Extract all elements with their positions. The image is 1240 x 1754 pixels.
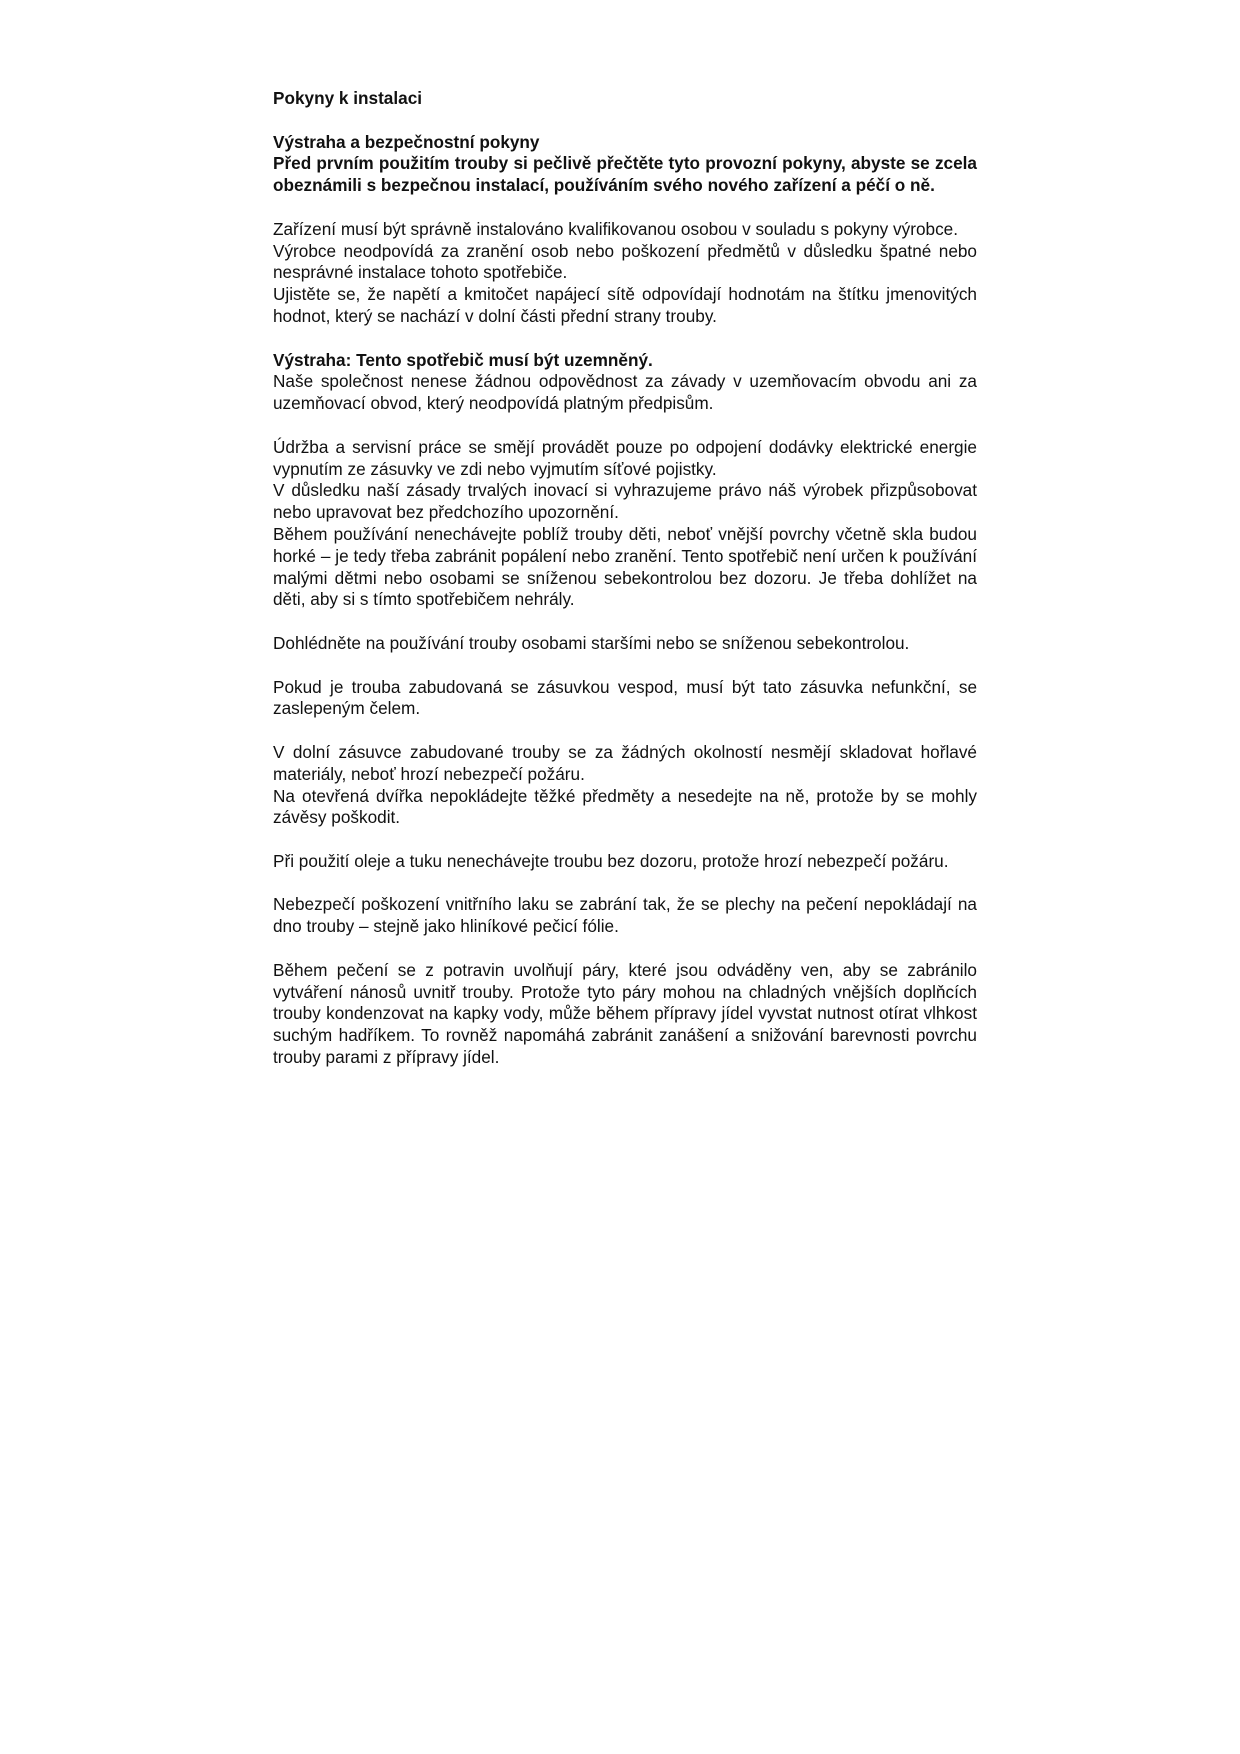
- document-title: Pokyny k instalaci: [273, 88, 423, 108]
- supervision-paragraph: Dohlédněte na používání trouby osobami staršími nebo se sníženou sebekontrolou.: [273, 632, 910, 653]
- storage-paragraph: V dolní zásuvce zabudované trouby se za žádných okolností nesmějí skladovat hořlavé materiály, neboť hrozí nebezpečí požáru.: [273, 741, 977, 784]
- maintenance-paragraph: Během používání nenechávejte poblíž trouby děti, neboť vnější povrchy včetně skla budou horké – je tedy třeba zabránit popálení nebo zranění. Tento spotřebič není určen k používání malými dětmi nebo osobami se sníženou sebekontrolou bez dozoru. Je třeba dohlížet na děti, aby si s tímto spotřebičem nehrály.: [273, 523, 977, 610]
- maintenance-paragraph: Údržba a servisní práce se smějí provádět pouze po odpojení dodávky elektrické energie vypnutím ze zásuvky ve zdi nebo vyjmutím síťové pojistky.: [273, 436, 977, 479]
- oil-paragraph: Při použití oleje a tuku nenechávejte troubu bez dozoru, protože hrozí nebezpečí požáru.: [273, 850, 949, 871]
- maintenance-section: [273, 437, 977, 611]
- document-page: [273, 88, 977, 1091]
- steam-paragraph: Během pečení se z potravin uvolňují páry, které jsou odváděny ven, aby se zabránilo vytváření nánosů uvnitř trouby. Protože tyto páry mohou na chladných vnějších doplňcích trouby kondenzovat na kapky vody, může během přípravy jídel vyvstat nutnost otírat vlhkost suchým hadříkem. To rovněž napomáhá zabránit zanášení a snižování barevnosti povrchu trouby parami z přípravy jídel.: [273, 959, 977, 1068]
- earthing-heading: Výstraha: Tento spotřebič musí být uzemněný.: [273, 349, 653, 370]
- installation-paragraph: Zařízení musí být správně instalováno kvalifikovanou osobou v souladu s pokyny výrobce.: [273, 218, 958, 239]
- safety-section: [273, 132, 977, 197]
- safety-heading: Výstraha a bezpečnostní pokyny: [273, 131, 540, 152]
- maintenance-paragraph: V důsledku naší zásady trvalých inovací si vyhrazujeme právo náš výrobek přizpůsobovat nebo upravovat bez předchozího upozornění.: [273, 480, 977, 523]
- safety-intro: Před prvním použitím trouby si pečlivě přečtěte tyto provozní pokyny, abyste se zcela obeznámili s bezpečnou instalací, používáním svého nového zařízení a péčí o ně.: [273, 153, 977, 196]
- installation-paragraph: Výrobce neodpovídá za zranění osob nebo poškození předmětů v důsledku špatné nebo nesprávné instalace tohoto spotřebiče.: [273, 240, 977, 283]
- installation-paragraph: Ujistěte se, že napětí a kmitočet napájecí sítě odpovídají hodnotám na štítku jmenovitých hodnot, který se nachází v dolní části přední strany trouby.: [273, 284, 977, 326]
- storage-section: [273, 742, 977, 829]
- installation-section: [273, 219, 977, 328]
- drawer-paragraph: Pokud je trouba zabudovaná se zásuvkou vespod, musí být tato zásuvka nefunkční, se zaslepeným čelem.: [273, 676, 977, 719]
- storage-paragraph: Na otevřená dvířka nepokládejte těžké předměty a nesedejte na ně, protože by se mohly závěsy poškodit.: [273, 785, 977, 828]
- earthing-section: [273, 350, 977, 415]
- enamel-paragraph: Nebezpečí poškození vnitřního laku se zabrání tak, že se plechy na pečení nepokládají na dno trouby – stejně jako hliníkové pečicí fólie.: [273, 894, 977, 937]
- earthing-text: Naše společnost nenese žádnou odpovědnost za závady v uzemňovacím obvodu ani za uzemňovací obvod, který neodpovídá platným předpisům.: [273, 371, 977, 414]
